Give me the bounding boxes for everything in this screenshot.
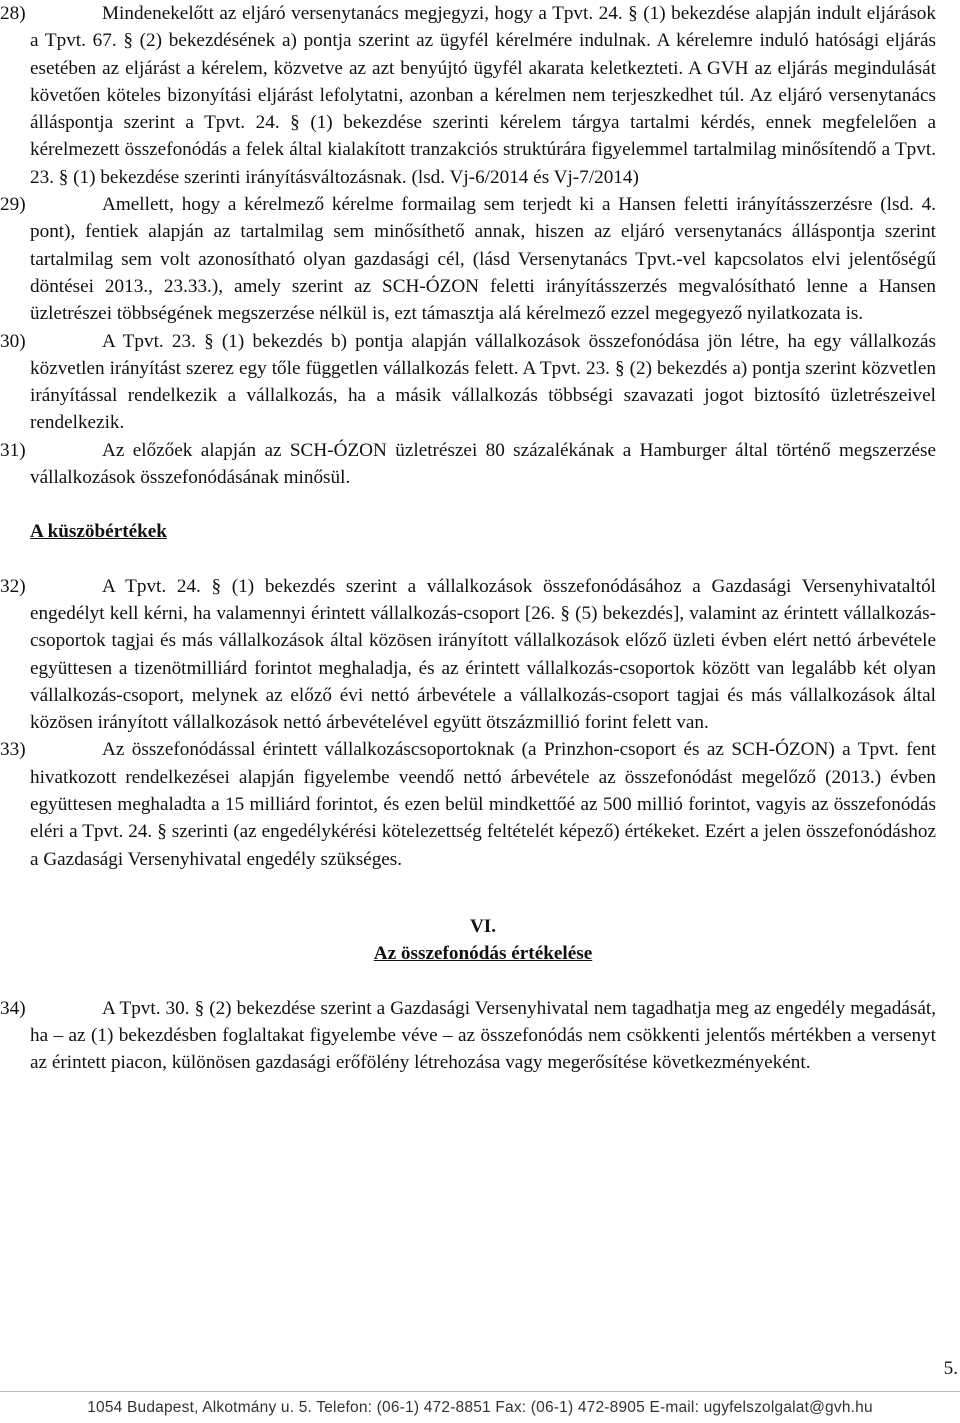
paragraph-number: 31) — [0, 439, 26, 461]
paragraph-text: A Tpvt. 30. § (2) bekezdése szerint a Gazdasági Versenyhivatal nem tagadhatja meg az engedély megadását, ha – az (1) bekezdésben foglaltakat figyelembe véve – az összefonódás nem csökkenti jelentős mértékben a versenyt az érintett piacon, különösen gazdasági erőfölény létrehozása vagy megerősítése következményeként. — [30, 997, 936, 1074]
paragraph-33 — [0, 736, 936, 872]
paragraph-28 — [0, 0, 936, 191]
paragraph-text: Mindenekelőtt az eljáró versenytanács megjegyzi, hogy a Tpvt. 24. § (1) bekezdése alapján indult eljárások a Tpvt. 67. § (2) bekezdésének a) pontja szerint az ügyfél kérelmére indulnak. A kérelemre induló hatósági eljárás esetében az eljárást a kérelem, közvetve az azt benyújtó ügyfél akarata keletkezteti. A GVH az eljárás megindulását követően köteles bizonyítási eljárást lefolytatni, azonban a kérelmen nem terjeszkedhet túl. Az eljáró versenytanács álláspontja szerint a Tpvt. 24. § (1) bekezdése szerinti kérelem tárgya tartalmi kérdés, ennek megfelelően a kérelmezett összefonódás a felek által kialakított tranzakciós struktúrára figyelemmel tartalmilag minősítendő a Tpvt. 23. § (1) bekezdése szerinti irányításváltozásnak. (lsd. Vj-6/2014 és Vj-7/2014) — [30, 3, 936, 188]
paragraph-number: 30) — [0, 330, 26, 352]
paragraph-text: Amellett, hogy a kérelmező kérelme formailag sem terjedt ki a Hansen feletti irányításszerzésre (lsd. 4. pont), fentiek alapján az tartalmilag sem minősíthető annak, hiszen az eljáró versenytanács álláspontja szerint tartalmilag sem volt azonosítható olyan gazdasági cél, (lásd Versenytanács Tpvt.-vel kapcsolatos elvi jelentőségű döntései 2013., 23.33.), amely szerint az SCH-ÓZON feletti irányításszerzés megvalósítható lenne a Hansen üzletrészei többségének megszerzése nélkül is, ezt támasztja alá kérelmező ezzel megegyező nyilatkozata is. — [30, 194, 936, 325]
paragraph-32 — [0, 573, 936, 737]
paragraph-34 — [0, 995, 936, 1077]
paragraph-text: Az előzőek alapján az SCH-ÓZON üzletrészei 80 százalékának a Hamburger által történő megszerzése vállalkozások összefonódásának minősül. — [30, 439, 936, 489]
paragraph-text: A Tpvt. 23. § (1) bekezdés b) pontja alapján vállalkozások összefonódása jön létre, ha egy vállalkozás közvetlen irányítást szerez egy tőle független vállalkozás felett. A Tpvt. 23. § (2) bekezdés a) pontja szerint közvetlen irányítással rendelkezik a vállalkozás, ha a másik vállalkozás többségi szavazati jogot biztosító üzletrészeivel rendelkezik. — [30, 330, 936, 434]
paragraph-text: Az összefonódással érintett vállalkozáscsoportoknak (a Prinzhon-csoport és az SCH-ÓZON) a Tpvt. fent hivatkozott rendelkezései alapján figyelembe veendő nettó árbevétele az összefonódást megelőző (2013.) évben együttesen meghaladta a 15 milliárd forintot, és ezen belül mindkettőé az 500 millió forintot, vagyis az összefonódás eléri a Tpvt. 24. § szerinti (az engedélykérési kötelezettség feltételét képező) értékeket. Ezért a jelen összefonódáshoz a Gazdasági Versenyhivatal engedély szükséges. — [30, 739, 936, 870]
paragraph-text: A Tpvt. 24. § (1) bekezdés szerint a vállalkozások összefonódásához a Gazdasági Versenyhivataltól engedélyt kell kérni, ha valamennyi érintett vállalkozás-csoport [26. § (5) bekezdés], valamint az érintett vállalkozás-csoportok tagjai és más vállalkozások által közösen irányított vállalkozások előző üzleti évben elért nettó árbevétele együttesen a tizenötmilliárd forintot meghaladja, és az érintett vállalkozás-csoportok között van legalább két olyan vállalkozás-csoport, melynek az előző évi nettó árbevétele a vállalkozás-csoport tagjai és más vállalkozások által közösen irányított vállalkozások nettó árbevételével együtt ötszázmillió forint felett van. — [30, 575, 936, 734]
paragraph-number: 28) — [0, 3, 26, 24]
section-roman-numeral: VI. — [469, 915, 497, 937]
paragraph-number: 29) — [0, 194, 26, 216]
paragraph-30 — [0, 328, 936, 437]
paragraph-number: 34) — [0, 997, 26, 1019]
paragraph-number: 32) — [0, 575, 26, 597]
footer-divider — [0, 1391, 960, 1392]
paragraph-31 — [0, 437, 936, 492]
page-number: 5. — [943, 1358, 958, 1379]
paragraph-number: 33) — [0, 739, 26, 761]
paragraph-29 — [0, 191, 936, 327]
footer-contact: 1054 Budapest, Alkotmány u. 5. Telefon: (06-1) 472-8851 Fax: (06-1) 472-8905 E-mail: ugyfelszolgalat@gvh.hu — [87, 1399, 873, 1416]
section-heading-evaluation: Az összefonódás értékelése — [373, 943, 593, 965]
section-heading-thresholds: A küszöbértékek — [30, 521, 167, 543]
